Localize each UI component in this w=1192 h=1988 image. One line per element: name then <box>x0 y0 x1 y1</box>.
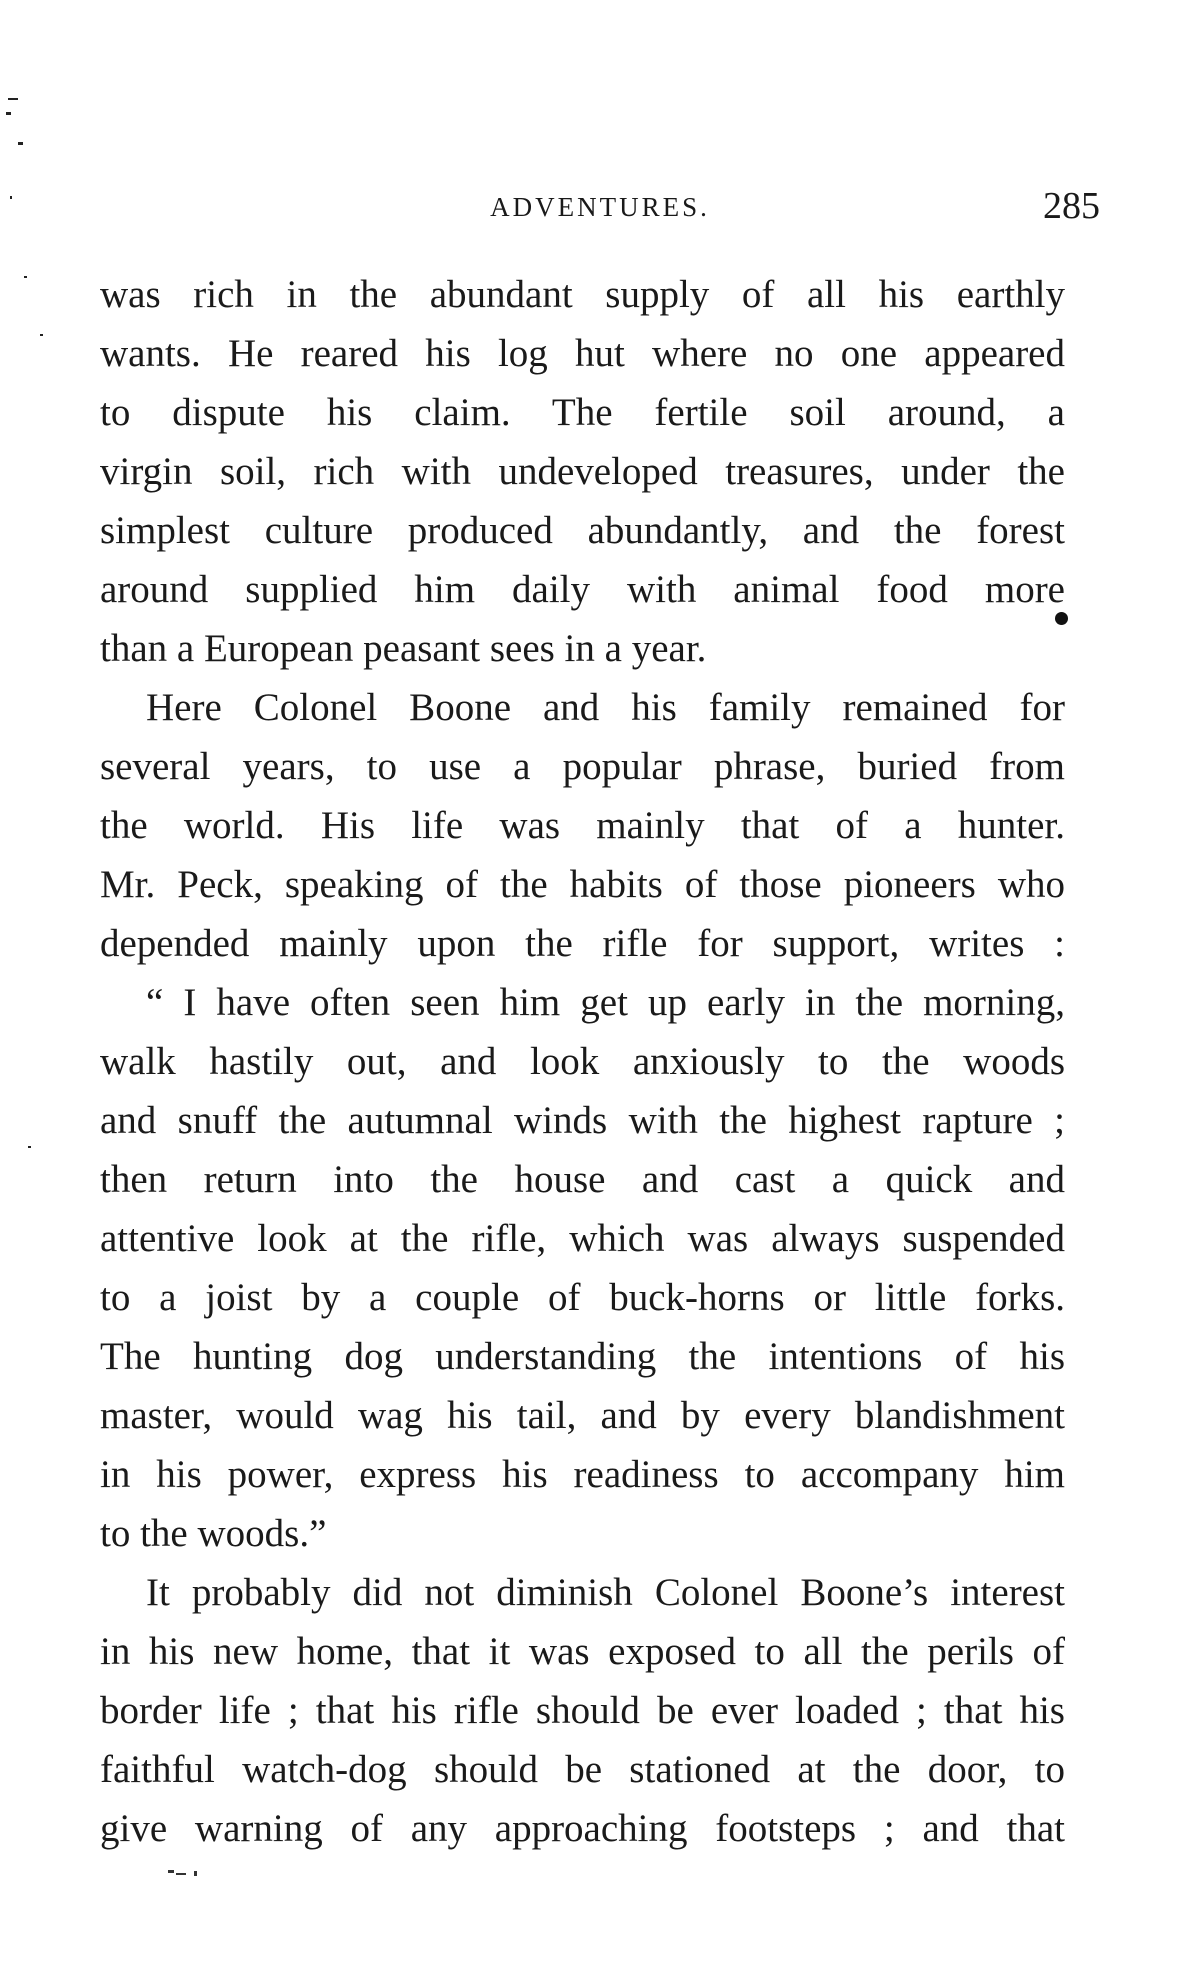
text-line: Here Colonel Boone and his family remained for <box>146 686 1065 729</box>
text-line: give warning of any approaching footsteps ; and that <box>100 1807 1065 1850</box>
text-line: “ I have often seen him get up early in the morning, <box>146 981 1065 1024</box>
text-line: then return into the house and cast a quick and <box>100 1158 1065 1201</box>
margin-speck <box>28 1146 31 1148</box>
text-line: in his power, express his readiness to accompany him <box>100 1453 1065 1496</box>
text-line: depended mainly upon the rifle for support, writes : <box>100 922 1065 965</box>
margin-speck <box>10 196 12 199</box>
text-line: The hunting dog understanding the intentions of his <box>100 1335 1065 1378</box>
text-line: and snuff the autumnal winds with the highest rapture ; <box>100 1099 1065 1142</box>
text-line: border life ; that his rifle should be ever loaded ; that his <box>100 1689 1065 1732</box>
page-number: 285 <box>1043 185 1100 227</box>
body-text <box>100 265 1065 1858</box>
text-line: to a joist by a couple of buck-horns or little forks. <box>100 1276 1065 1319</box>
text-line: Mr. Peck, speaking of the habits of those pioneers who <box>100 863 1065 906</box>
text-line: virgin soil, rich with undeveloped treasures, under the <box>100 450 1065 493</box>
text-line: to dispute his claim. The fertile soil around, a <box>100 391 1065 434</box>
text-line: in his new home, that it was exposed to all the perils of <box>100 1630 1065 1673</box>
margin-speck <box>24 276 27 278</box>
running-head <box>100 184 1100 234</box>
margin-speck <box>18 142 23 145</box>
text-line: was rich in the abundant supply of all his earthly <box>100 273 1065 316</box>
text-line: to the woods.” <box>100 1512 327 1555</box>
margin-speck <box>8 98 18 100</box>
text-line: attentive look at the rifle, which was always suspended <box>100 1217 1065 1260</box>
text-line: simplest culture produced abundantly, and the forest <box>100 509 1065 552</box>
running-title: ADVENTURES. <box>490 192 710 222</box>
text-line: the world. His life was mainly that of a hunter. <box>100 804 1065 847</box>
text-line: several years, to use a popular phrase, buried from <box>100 745 1065 788</box>
margin-speck <box>40 334 43 336</box>
margin-speck <box>6 112 11 115</box>
text-line: faithful watch-dog should be stationed at the door, to <box>100 1748 1065 1791</box>
text-line: It probably did not diminish Colonel Boone’s interest <box>146 1571 1065 1614</box>
text-line: master, would wag his tail, and by every blandishment <box>100 1394 1065 1437</box>
text-line: walk hastily out, and look anxiously to the woods <box>100 1040 1065 1083</box>
signature-mark <box>168 1868 214 1878</box>
text-line: than a European peasant sees in a year. <box>100 627 707 670</box>
text-line: around supplied him daily with animal food more <box>100 568 1065 611</box>
text-line: wants. He reared his log hut where no one appeared <box>100 332 1065 375</box>
